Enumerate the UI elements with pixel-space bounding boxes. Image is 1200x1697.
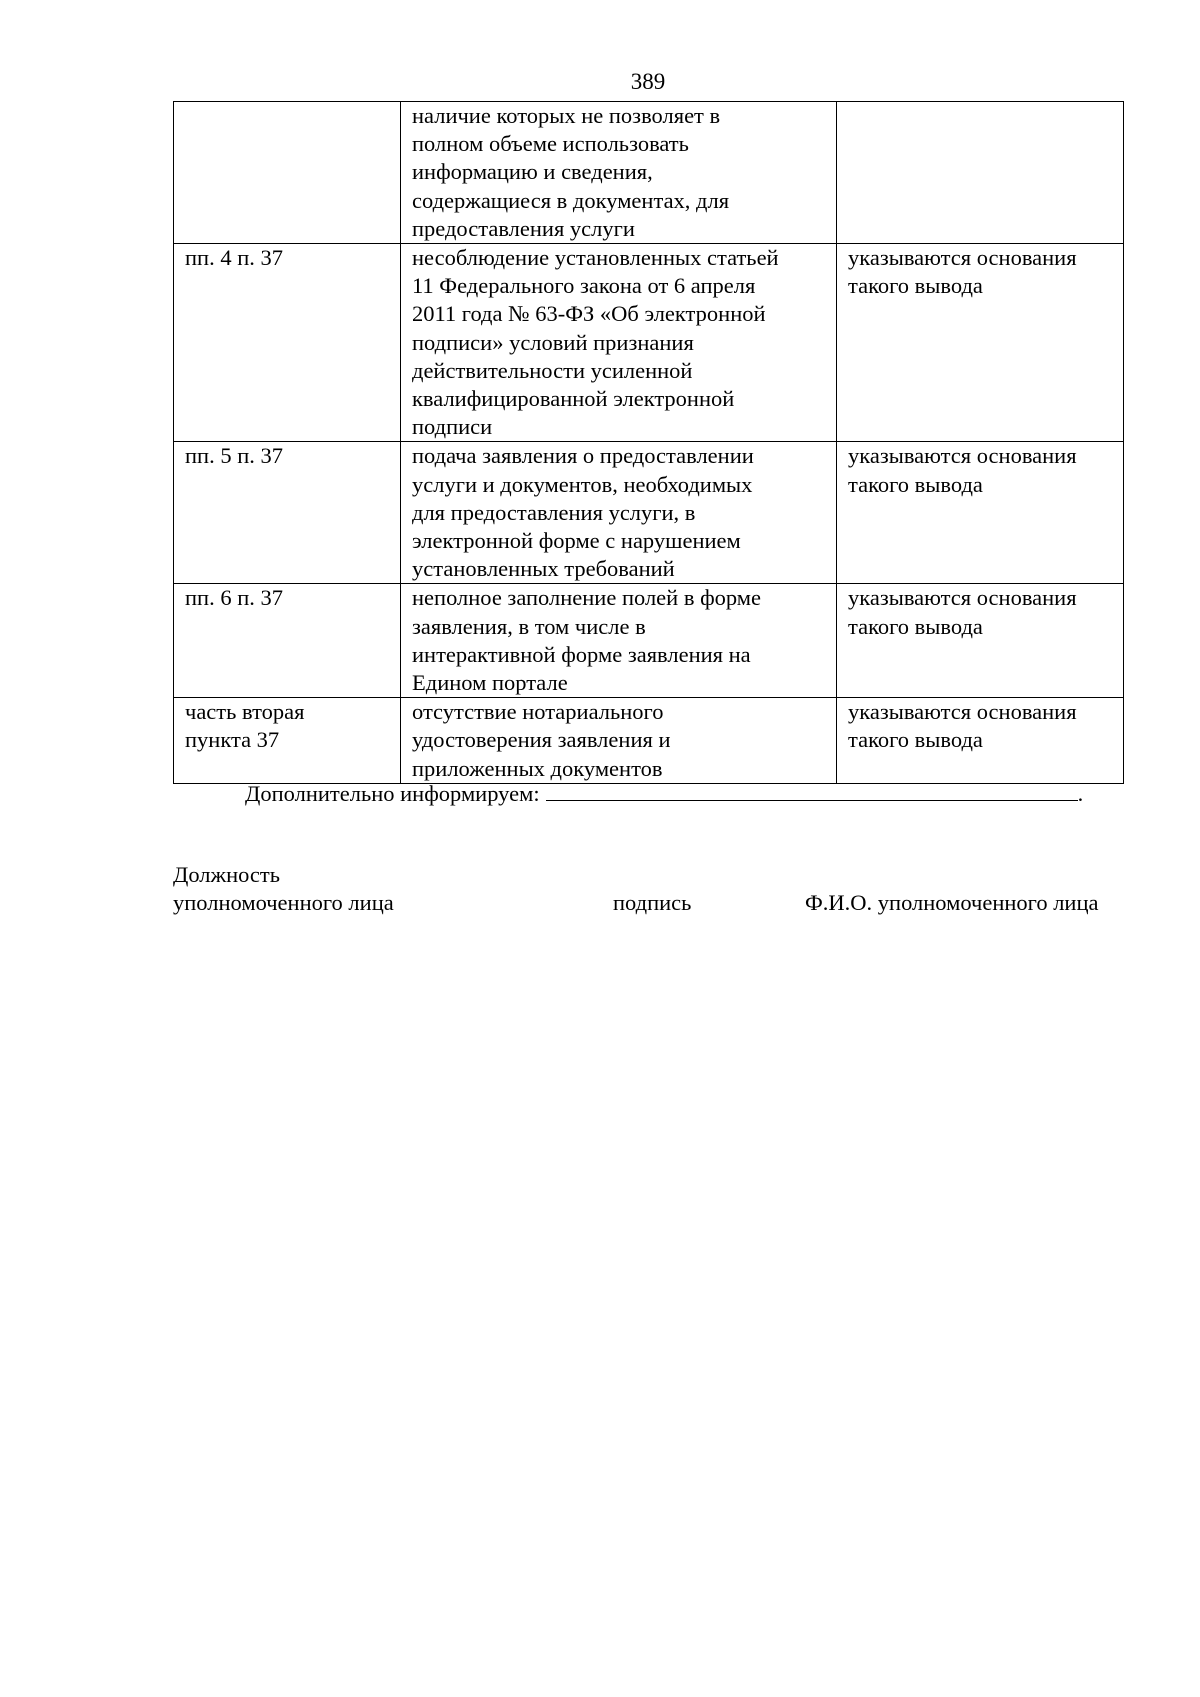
row-explanation-text: указываются основания такого вывода: [848, 443, 1077, 497]
row-ref-cell: [174, 584, 401, 698]
row-explanation-cell: [837, 102, 1124, 244]
row-explanation-text: указываются основания такого вывода: [848, 699, 1077, 753]
additional-info-line: [245, 780, 1083, 808]
row-explanation-cell: [837, 244, 1124, 442]
row-ref-cell: [174, 102, 401, 244]
table-row: [174, 698, 1124, 784]
row-reason-text: неполное заполнение полей в форме заявления, в том числе в интерактивной форме заявления на Едином портале: [412, 585, 762, 696]
row-explanation-text: указываются основания такого вывода: [848, 585, 1077, 639]
row-ref-text: пп. 4 п. 37: [185, 245, 283, 271]
grounds-table: [173, 101, 1124, 784]
row-explanation-cell: [837, 442, 1124, 584]
row-ref-text: часть вторая пункта 37: [185, 699, 305, 753]
row-explanation-cell: [837, 698, 1124, 784]
row-explanation-cell: [837, 584, 1124, 698]
row-ref-cell: [174, 698, 401, 784]
row-reason-cell: [401, 244, 837, 442]
table-row: [174, 584, 1124, 698]
position-label-line1: Должность: [173, 862, 281, 887]
row-ref-cell: [174, 244, 401, 442]
row-ref-text: пп. 6 п. 37: [185, 585, 283, 611]
row-explanation-text: указываются основания такого вывода: [848, 245, 1077, 299]
full-name-label: Ф.И.О. уполномоченного лица: [805, 890, 1099, 915]
row-reason-cell: [401, 584, 837, 698]
grounds-table-body: [174, 102, 1124, 784]
row-reason-cell: [401, 698, 837, 784]
signature-label: подпись: [613, 890, 692, 915]
table-row: [174, 442, 1124, 584]
row-reason-text: несоблюдение установленных статьей 11 Федерального закона от 6 апреля 2011 года № 63-ФЗ «Об электронной подписи» условий признания действительности усиленной квалифицированной электронной подписи: [412, 245, 779, 440]
row-reason-text: подача заявления о предоставлении услуги и документов, необходимых для предоставления услуги, в электронной форме с нарушением установленных требований: [412, 443, 754, 582]
additional-info-end-mark: .: [1077, 781, 1084, 806]
table-row: [174, 244, 1124, 442]
row-reason-text: отсутствие нотариального удостоверения заявления и приложенных документов: [412, 699, 671, 781]
row-reason-text: наличие которых не позволяет в полном объеме использовать информацию и сведения, содержащиеся в документах, для предоставления услуги: [412, 103, 730, 241]
table-row: [174, 102, 1124, 244]
additional-info-label: Дополнительно информируем:: [245, 781, 540, 806]
row-reason-cell: [401, 102, 837, 244]
page-number: 389: [630, 69, 666, 94]
position-label-line2: уполномоченного лица: [173, 890, 394, 915]
row-ref-cell: [174, 442, 401, 584]
row-reason-cell: [401, 442, 837, 584]
row-ref-text: пп. 5 п. 37: [185, 443, 283, 469]
additional-info-blank-field: [546, 780, 1078, 801]
